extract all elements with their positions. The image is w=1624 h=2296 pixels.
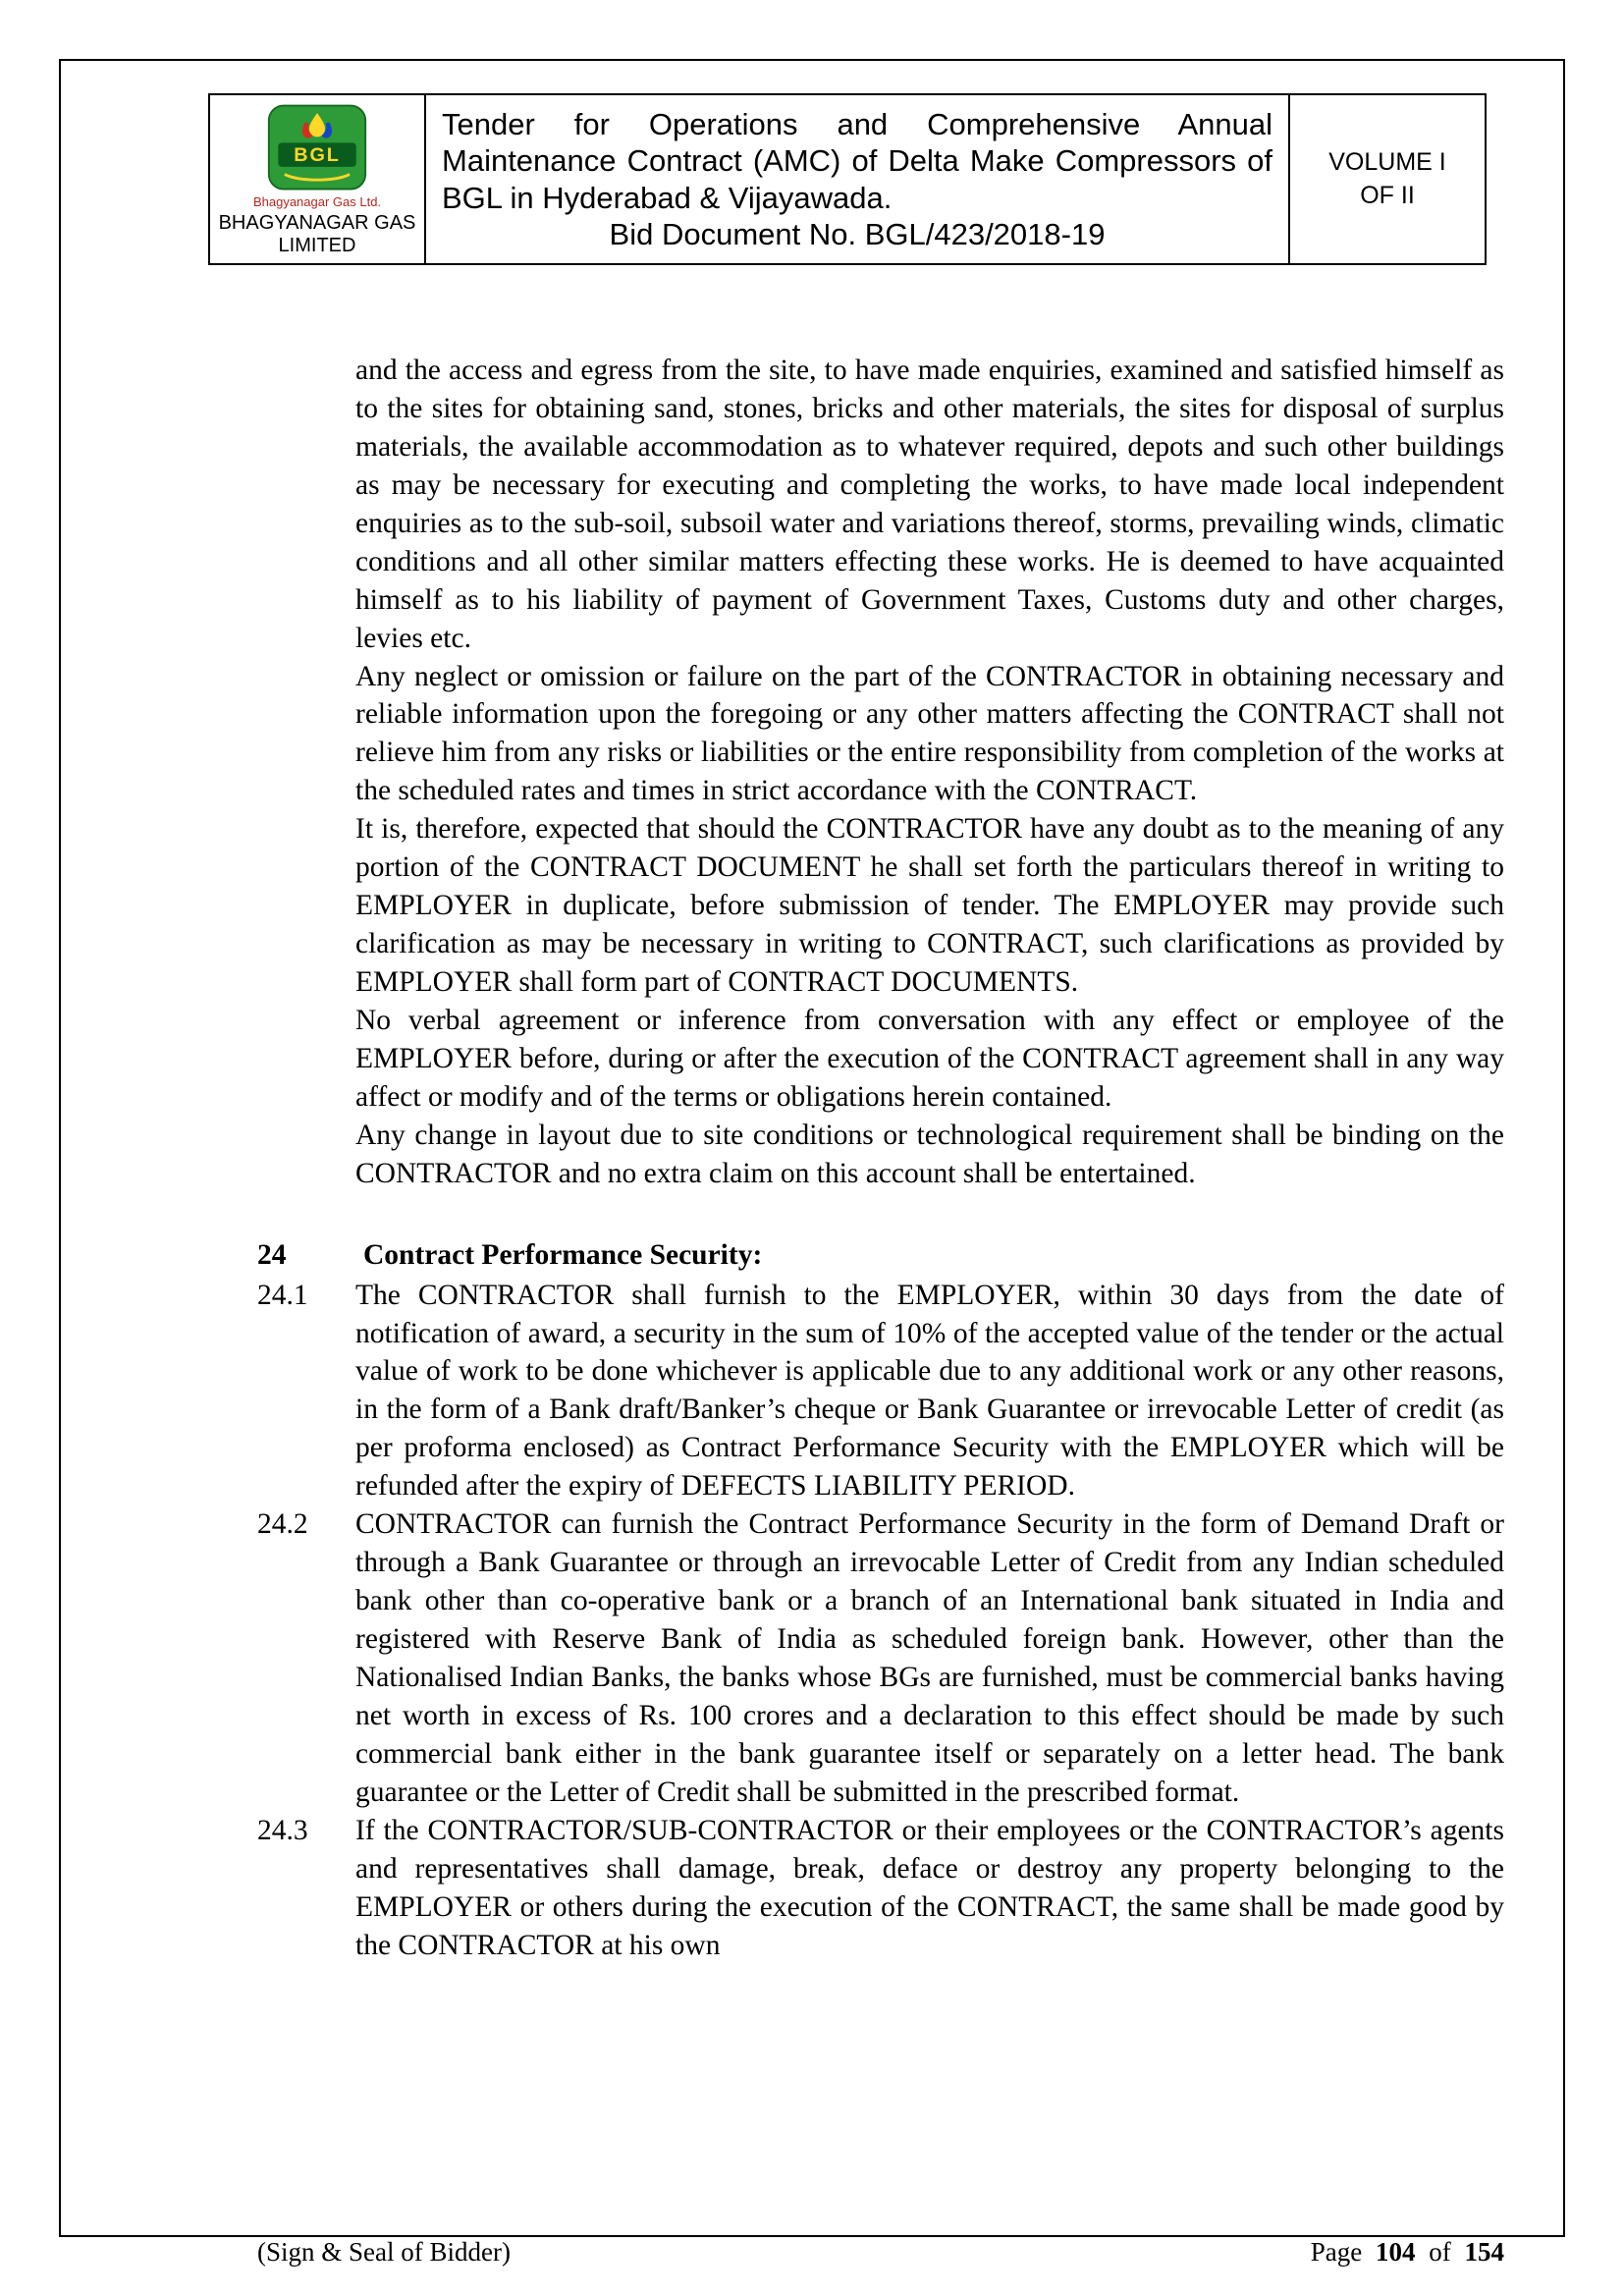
- section-heading: [257, 1236, 1504, 1275]
- logo-subtitle: Bhagyanagar Gas Ltd.: [252, 194, 382, 209]
- page-number: 104: [1376, 2237, 1416, 2267]
- volume-cell: [1289, 94, 1486, 264]
- document-body: [257, 352, 1504, 1964]
- page-indicator: [1311, 2237, 1504, 2268]
- header-table: [208, 93, 1487, 265]
- clause-number: 24.1: [257, 1279, 308, 1311]
- of-label: of: [1429, 2237, 1451, 2267]
- page-label: Page: [1310, 2237, 1363, 2267]
- bgl-logo-icon: [266, 103, 368, 193]
- intro-paragraph-3: It is, therefore, expected that should the CONTRACTOR have any doubt as to the meaning of any portion of the CONTRACT DOCUMENT he shall set forth the particulars thereof in writing to EMPLOYER in duplicate, before submission of tender. The EMPLOYER may provide such clarification as may be necessary in writing to CONTRACT, such clarifications as provided by EMPLOYER shall form part of CONTRACT DOCUMENTS.: [355, 813, 1504, 998]
- page-footer: [257, 2237, 1504, 2268]
- clause-item-24-2: [257, 1505, 1504, 1812]
- clause-item-24-3: [257, 1812, 1504, 1965]
- sign-seal-text: (Sign & Seal of Bidder): [257, 2237, 511, 2267]
- intro-paragraph-5: Any change in layout due to site conditions or technological requirement shall be binding on the CONTRACTOR and no extra claim on this account shall be entertained.: [355, 1119, 1504, 1189]
- clause-text: If the CONTRACTOR/SUB-CONTRACTOR or their employees or the CONTRACTOR’s agents and representatives shall damage, break, deface or destroy any property belonging to the EMPLOYER or others during the execution of the CONTRACT, the same shall be made good by the CONTRACTOR at his own: [355, 1814, 1504, 1961]
- clause-number: 24.3: [257, 1814, 308, 1846]
- clause-text: The CONTRACTOR shall furnish to the EMPLOYER, within 30 days from the date of notification of award, a security in the sum of 10% of the accepted value of the tender or the actual value of work to be done whichever is applicable due to any additional work or any other reasons, in the form of a Bank draft/Banker’s cheque or Bank Guarantee or irrevocable Letter of credit (as per proforma enclosed) as Contract Performance Security with the EMPLOYER which will be refunded after the expiry of DEFECTS LIABILITY PERIOD.: [355, 1279, 1504, 1503]
- clause-item-24-1: [257, 1277, 1504, 1506]
- tender-title: Tender for Operations and Comprehensive Annual Maintenance Contract (AMC) of Delta Make Compressors of BGL in Hyderabad & Vijayawada.: [442, 107, 1272, 215]
- section-number: 24: [257, 1238, 287, 1271]
- logo-cell: [209, 94, 425, 264]
- volume-line-1: VOLUME I: [1328, 147, 1446, 176]
- clause-text: CONTRACTOR can furnish the Contract Performance Security in the form of Demand Draft or through a Bank Guarantee or through an irrevocable Letter of Credit from any Indian scheduled bank other than co-operative bank or a branch of an International bank situated in India and registered with Reserve Bank of India as scheduled foreign bank. However, other than the Nationalised Indian Banks, the banks whose BGs are furnished, must be commercial banks having net worth in excess of Rs. 100 crores and a declaration to this effect should be made by such commercial bank either in the bank guarantee itself or separately on a letter head. The bank guarantee or the Letter of Credit shall be submitted in the prescribed format.: [355, 1508, 1504, 1808]
- intro-paragraph-4: No verbal agreement or inference from conversation with any effect or employee of the EMPLOYER before, during or after the execution of the CONTRACT agreement shall in any way affect or modify and of the terms or obligations herein contained.: [355, 1004, 1504, 1113]
- title-cell: [425, 94, 1289, 264]
- total-pages: 154: [1464, 2237, 1504, 2267]
- section-title: Contract Performance Security:: [363, 1238, 763, 1271]
- bid-document-number: Bid Document No. BGL/423/2018-19: [609, 216, 1106, 251]
- logo-monogram: BGL: [294, 144, 341, 167]
- page-border: [59, 59, 1565, 2267]
- org-name: BHAGYANAGAR GAS LIMITED: [218, 212, 416, 256]
- intro-paragraph-1: and the access and egress from the site, to have made enquiries, examined and satisfied himself as to the sites for obtaining sand, stones, bricks and other materials, the sites for disposal of surplus materials, the available accommodation as to whatever required, depots and such other buildings as may be necessary for executing and completing the works, to have made local independent enquiries as to the sub-soil, subsoil water and variations thereof, storms, prevailing winds, climatic conditions and all other similar matters effecting these works. He is deemed to have acquainted himself as to his liability of payment of Government Taxes, Customs duty and other charges, levies etc.: [355, 355, 1504, 654]
- intro-paragraph-2: Any neglect or omission or failure on the part of the CONTRACTOR in obtaining necessary and reliable information upon the foregoing or any other matters affecting the CONTRACT shall not relieve him from any risks or liabilities or the entire responsibility from completion of the works at the scheduled rates and times in strict accordance with the CONTRACT.: [355, 660, 1504, 807]
- header-row: [209, 94, 1486, 264]
- volume-line-2: OF II: [1360, 181, 1415, 209]
- clause-number: 24.2: [257, 1508, 308, 1541]
